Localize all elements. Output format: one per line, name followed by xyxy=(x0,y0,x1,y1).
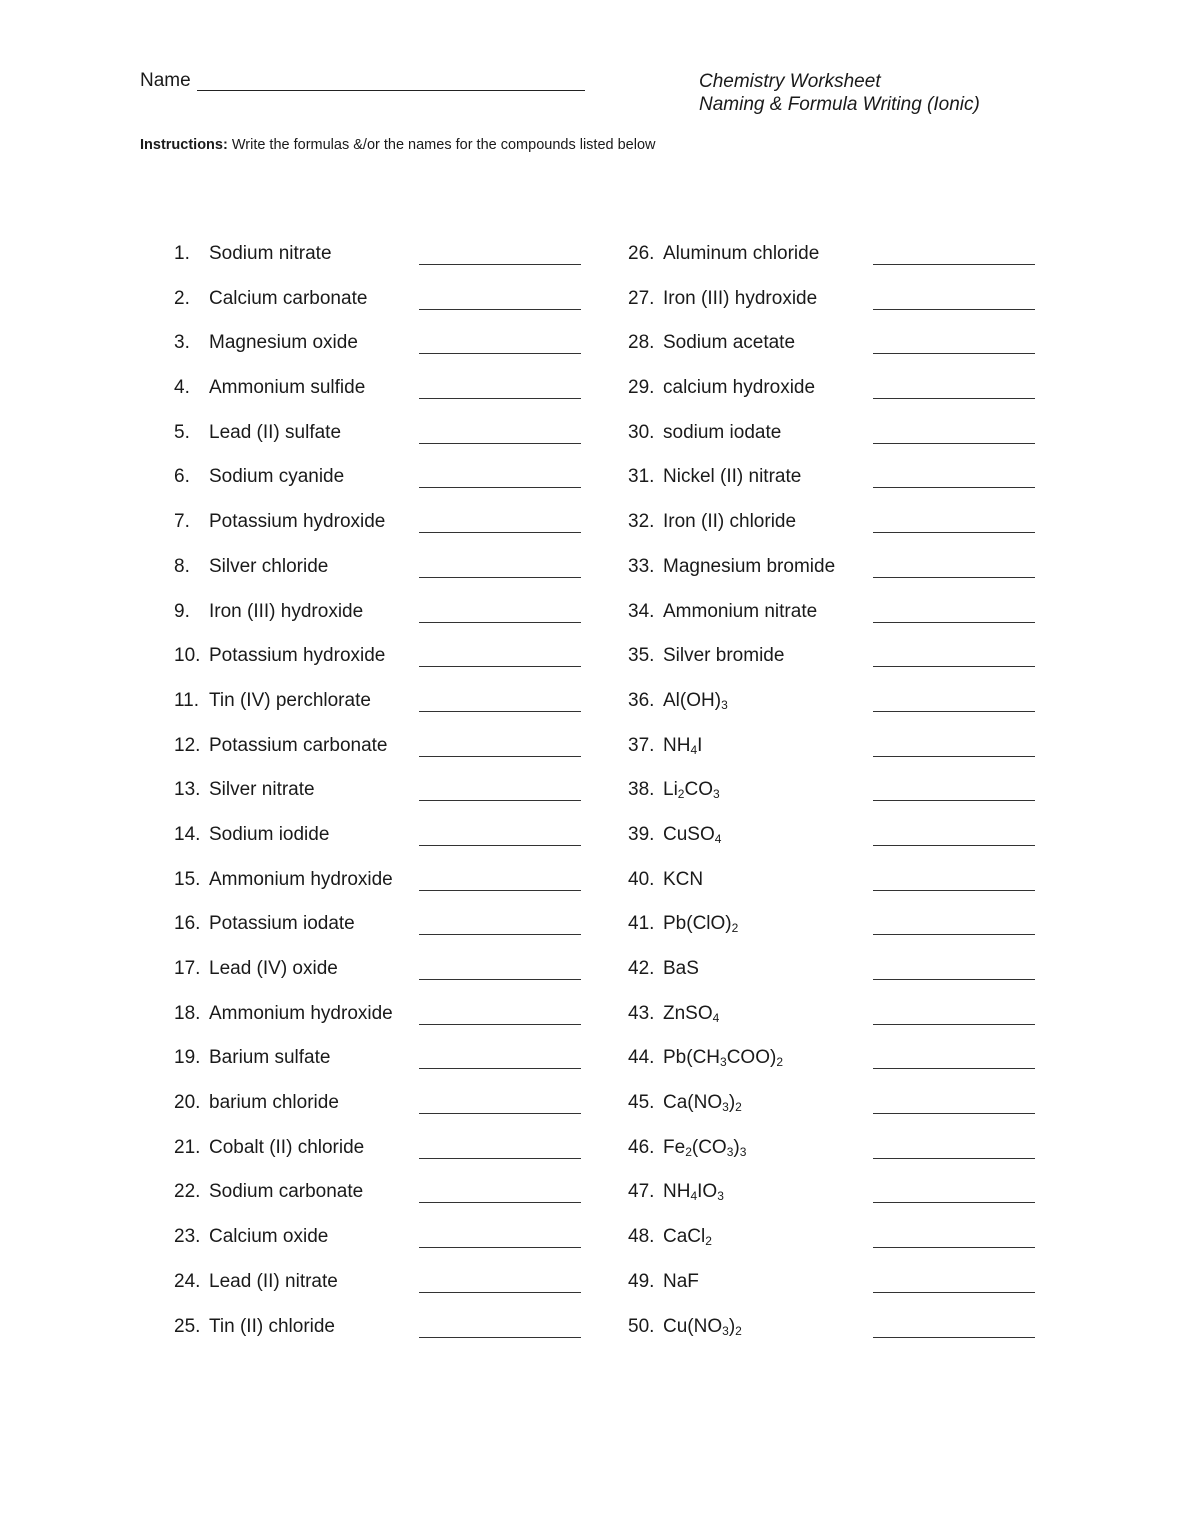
compound-name: Lead (IV) oxide xyxy=(209,958,338,979)
name-label: Name xyxy=(140,70,191,91)
formula-segment: Ca(NO xyxy=(663,1092,723,1114)
formula-segment: Pb(ClO) xyxy=(663,913,732,935)
compound-name: Barium sulfate xyxy=(209,1047,331,1069)
formula-subscript: 3 xyxy=(726,1144,734,1159)
answer-blank[interactable] xyxy=(873,1068,1035,1069)
compound-formula xyxy=(663,1226,712,1248)
question-number: 40. xyxy=(628,868,655,890)
formula-segment: ) xyxy=(728,1315,736,1337)
compound-name: Aluminum chloride xyxy=(663,243,820,264)
answer-blank[interactable] xyxy=(873,487,1035,488)
compound-name: sodium iodate xyxy=(663,421,782,443)
formula-segment: NH xyxy=(663,1181,691,1203)
formula-subscript: 2 xyxy=(731,921,739,936)
answer-blank[interactable] xyxy=(873,666,1035,667)
formula-segment: (CO xyxy=(691,1136,727,1158)
compound-formula xyxy=(663,1137,746,1159)
instructions xyxy=(140,137,656,153)
compound-formula xyxy=(663,1181,724,1203)
question-number: 20. xyxy=(174,1092,201,1114)
question-number: 38. xyxy=(628,779,655,801)
compound-name: Sodium acetate xyxy=(663,332,796,354)
question-number: 18. xyxy=(174,1002,201,1024)
question-number: 44. xyxy=(628,1047,655,1069)
compound-name: Sodium nitrate xyxy=(209,243,332,264)
compound-name: Iron (III) hydroxide xyxy=(663,287,818,309)
answer-blank[interactable] xyxy=(873,800,1035,801)
answer-blank[interactable] xyxy=(419,309,581,310)
question-number: 32. xyxy=(628,511,655,533)
answer-blank[interactable] xyxy=(419,1158,581,1159)
compound-name: Lead (II) nitrate xyxy=(209,1270,338,1292)
answer-blank[interactable] xyxy=(419,845,581,846)
formula-segment: Pb(CH xyxy=(663,1047,721,1069)
formula-segment: Al(OH) xyxy=(663,689,722,711)
formula-subscript: 4 xyxy=(690,742,698,757)
answer-blank[interactable] xyxy=(873,1337,1035,1338)
question-number: 31. xyxy=(628,466,655,488)
answer-blank[interactable] xyxy=(873,1202,1035,1203)
compound-formula xyxy=(663,690,728,712)
compound-name: Tin (II) chloride xyxy=(209,1315,335,1337)
compound-name: barium chloride xyxy=(209,1092,339,1114)
question-number: 5. xyxy=(174,421,190,443)
question-number: 15. xyxy=(174,868,201,890)
question-number: 34. xyxy=(628,600,655,622)
compound-name: Calcium carbonate xyxy=(209,287,368,309)
compound-formula xyxy=(663,1003,719,1025)
answer-blank[interactable] xyxy=(419,1113,581,1114)
compound-name: Ammonium sulfide xyxy=(209,377,366,399)
compound-name: Potassium hydroxide xyxy=(209,511,386,533)
compound-name: Iron (II) chloride xyxy=(663,511,797,533)
formula-segment: NaF xyxy=(663,1270,699,1292)
question-number: 4. xyxy=(174,377,190,399)
compound-name: Calcium oxide xyxy=(209,1226,329,1248)
compound-formula xyxy=(663,824,721,846)
formula-subscript: 2 xyxy=(677,787,685,802)
question-number: 2. xyxy=(174,287,190,309)
question-number: 41. xyxy=(628,913,655,935)
answer-blank[interactable] xyxy=(873,1158,1035,1159)
question-number: 35. xyxy=(628,645,655,667)
answer-blank[interactable] xyxy=(419,622,581,623)
formula-subscript: 4 xyxy=(714,831,722,846)
question-number: 10. xyxy=(174,645,201,667)
formula-segment: ) xyxy=(733,1136,740,1158)
question-number: 11. xyxy=(174,689,200,711)
compound-formula xyxy=(663,1047,783,1069)
formula-segment: COO) xyxy=(726,1047,777,1069)
question-number: 28. xyxy=(628,332,655,354)
answer-blank[interactable] xyxy=(419,890,581,891)
formula-subscript: 2 xyxy=(735,1100,742,1115)
formula-segment: NH xyxy=(663,734,691,756)
question-number: 13. xyxy=(174,779,201,801)
answer-blank[interactable] xyxy=(419,1247,581,1248)
question-number: 33. xyxy=(628,555,655,577)
question-number: 39. xyxy=(628,823,655,845)
formula-subscript: 2 xyxy=(776,1055,783,1070)
question-number: 46. xyxy=(628,1136,655,1158)
formula-subscript: 2 xyxy=(685,1144,692,1159)
question-number: 42. xyxy=(628,958,655,979)
compound-name: Magnesium oxide xyxy=(209,332,358,354)
answer-blank[interactable] xyxy=(419,264,581,265)
compound-name: Silver nitrate xyxy=(209,779,315,801)
formula-segment: Li xyxy=(663,779,678,801)
formula-subscript: 3 xyxy=(739,1144,747,1159)
compound-formula xyxy=(663,869,703,891)
question-number: 37. xyxy=(628,734,655,756)
compound-name: Silver chloride xyxy=(209,555,329,577)
question-number: 47. xyxy=(628,1181,655,1203)
formula-segment: CaCl xyxy=(663,1226,706,1248)
answer-blank[interactable] xyxy=(873,1113,1035,1114)
question-number: 1. xyxy=(174,243,190,264)
answer-blank[interactable] xyxy=(419,711,581,712)
formula-subscript: 3 xyxy=(722,1100,729,1115)
compound-name: Sodium cyanide xyxy=(209,466,345,488)
answer-blank[interactable] xyxy=(873,443,1035,444)
question-number: 43. xyxy=(628,1002,655,1024)
formula-segment: CuSO xyxy=(663,823,715,845)
formula-subscript: 2 xyxy=(735,1323,742,1338)
question-number: 48. xyxy=(628,1226,655,1248)
answer-blank[interactable] xyxy=(419,934,581,935)
answer-blank[interactable] xyxy=(419,1202,581,1203)
compound-name: Lead (II) sulfate xyxy=(209,421,342,443)
question-number: 14. xyxy=(174,823,201,845)
question-number: 17. xyxy=(174,958,201,979)
compound-name: Ammonium hydroxide xyxy=(209,868,393,890)
question-number: 22. xyxy=(174,1181,201,1203)
question-number: 7. xyxy=(174,511,190,533)
answer-blank[interactable] xyxy=(419,666,581,667)
answer-blank[interactable] xyxy=(873,1024,1035,1025)
formula-subscript: 3 xyxy=(717,1189,724,1204)
compound-name: Magnesium bromide xyxy=(663,555,836,577)
answer-blank[interactable] xyxy=(419,756,581,757)
formula-subscript: 2 xyxy=(705,1234,712,1249)
formula-subscript: 3 xyxy=(712,787,720,802)
answer-blank[interactable] xyxy=(873,1247,1035,1248)
formula-segment: ) xyxy=(728,1092,736,1114)
formula-segment: CO xyxy=(684,779,713,801)
answer-blank[interactable] xyxy=(873,934,1035,935)
answer-blank[interactable] xyxy=(873,398,1035,399)
compound-formula xyxy=(663,1316,742,1338)
answer-blank[interactable] xyxy=(419,532,581,533)
answer-blank[interactable] xyxy=(419,979,581,980)
question-number: 25. xyxy=(174,1315,201,1337)
formula-segment: IO xyxy=(697,1181,718,1203)
title-line-2: Naming & Formula Writing (Ionic) xyxy=(699,94,980,115)
formula-subscript: 3 xyxy=(721,697,728,712)
question-number: 12. xyxy=(174,734,201,756)
formula-segment: Cu(NO xyxy=(663,1315,723,1337)
answer-blank[interactable] xyxy=(419,487,581,488)
formula-subscript: 4 xyxy=(690,1189,698,1204)
compound-name: Cobalt (II) chloride xyxy=(209,1136,365,1158)
instructions-label: Instructions: xyxy=(140,137,228,153)
answer-blank[interactable] xyxy=(873,309,1035,310)
answer-blank[interactable] xyxy=(419,353,581,354)
answer-blank[interactable] xyxy=(419,1292,581,1293)
answer-blank[interactable] xyxy=(873,711,1035,712)
answer-blank[interactable] xyxy=(873,756,1035,757)
answer-blank[interactable] xyxy=(873,979,1035,980)
worksheet-title xyxy=(699,70,980,116)
question-number: 24. xyxy=(174,1270,201,1292)
compound-name: Sodium iodide xyxy=(209,823,330,845)
question-number: 30. xyxy=(628,421,655,443)
answer-blank[interactable] xyxy=(873,264,1035,265)
formula-segment: ZnSO xyxy=(663,1002,713,1024)
formula-segment: BaS xyxy=(663,958,699,979)
formula-segment: Fe xyxy=(663,1136,686,1158)
compound-formula xyxy=(663,735,702,757)
answer-blank[interactable] xyxy=(873,890,1035,891)
compound-formula xyxy=(663,913,738,935)
answer-blank[interactable] xyxy=(873,532,1035,533)
answer-blank[interactable] xyxy=(873,577,1035,578)
instructions-text: Write the formulas &/or the names for the compounds listed below xyxy=(227,137,656,153)
compound-name: Potassium hydroxide xyxy=(209,645,386,667)
question-number: 19. xyxy=(174,1047,201,1069)
question-number: 3. xyxy=(174,332,190,354)
formula-subscript: 3 xyxy=(720,1055,727,1070)
compound-name: Potassium carbonate xyxy=(209,734,388,756)
answer-blank[interactable] xyxy=(419,1024,581,1025)
compound-formula xyxy=(663,779,720,801)
formula-subscript: 3 xyxy=(722,1323,729,1338)
answer-blank[interactable] xyxy=(873,622,1035,623)
question-number: 9. xyxy=(174,600,190,622)
answer-blank[interactable] xyxy=(873,845,1035,846)
compound-formula xyxy=(663,1271,699,1293)
compound-name: Silver bromide xyxy=(663,645,785,667)
question-number: 6. xyxy=(174,466,190,488)
answer-blank[interactable] xyxy=(419,443,581,444)
formula-segment: KCN xyxy=(663,868,704,890)
compound-formula xyxy=(663,958,699,980)
question-number: 16. xyxy=(174,913,201,935)
compound-name: Sodium carbonate xyxy=(209,1181,364,1203)
answer-blank[interactable] xyxy=(419,800,581,801)
compound-name: Iron (III) hydroxide xyxy=(209,600,364,622)
formula-subscript: 4 xyxy=(712,1010,720,1025)
compound-name: Tin (IV) perchlorate xyxy=(209,689,371,711)
answer-blank[interactable] xyxy=(873,353,1035,354)
question-number: 36. xyxy=(628,689,655,711)
question-number: 23. xyxy=(174,1226,201,1248)
answer-blank[interactable] xyxy=(419,1068,581,1069)
question-number: 50. xyxy=(628,1315,655,1337)
question-number: 27. xyxy=(628,287,655,309)
formula-segment: I xyxy=(697,734,703,756)
compound-name: Ammonium hydroxide xyxy=(209,1002,393,1024)
answer-blank[interactable] xyxy=(873,1292,1035,1293)
compound-name: Ammonium nitrate xyxy=(663,600,818,622)
compound-formula xyxy=(663,1092,742,1114)
answer-blank[interactable] xyxy=(419,1337,581,1338)
question-number: 8. xyxy=(174,555,190,577)
answer-blank[interactable] xyxy=(419,398,581,399)
compound-name: Potassium iodate xyxy=(209,913,355,935)
answer-blank[interactable] xyxy=(419,577,581,578)
question-number: 49. xyxy=(628,1270,655,1292)
title-line-1: Chemistry Worksheet xyxy=(699,71,881,92)
compound-name: calcium hydroxide xyxy=(663,377,816,399)
question-number: 45. xyxy=(628,1092,655,1114)
question-number: 21. xyxy=(174,1136,201,1158)
question-number: 29. xyxy=(628,377,655,399)
compound-name: Nickel (II) nitrate xyxy=(663,466,802,488)
name-field-line[interactable] xyxy=(197,90,585,91)
question-number: 26. xyxy=(628,243,655,264)
